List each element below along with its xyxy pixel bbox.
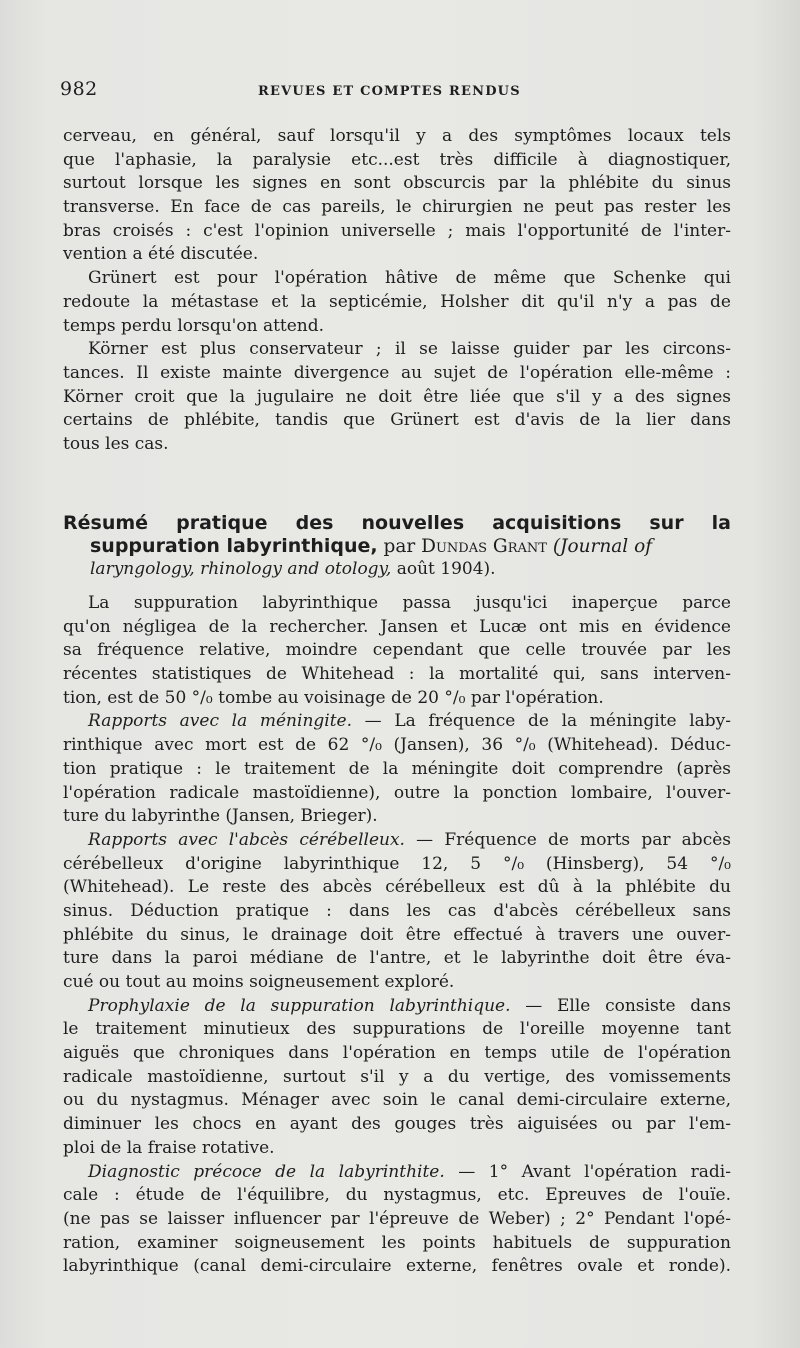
text-line: Körner croit que la jugulaire ne doit être liée que s'il y a des signes bbox=[63, 386, 731, 407]
running-head: REVUES ET COMPTES RENDUS bbox=[258, 84, 521, 99]
text-line: certains de phlébite, tandis que Grünert est d'avis de la lier dans bbox=[63, 410, 731, 431]
text-line: Grünert est pour l'opération hâtive de même que Schenke qui bbox=[88, 268, 731, 289]
article-title-line bbox=[63, 535, 731, 558]
text-line: Körner est plus conservateur ; il se laisse guider par les circons- bbox=[88, 339, 731, 360]
article-date: août 1904). bbox=[396, 559, 496, 579]
article-title-line bbox=[63, 512, 731, 535]
article-title: Résumé pratique des nouvelles acquisitions sur la bbox=[63, 512, 731, 534]
text-line: (ne pas se laisser influencer par l'épreuve de Weber) ; 2° Pendant l'opé- bbox=[63, 1208, 731, 1229]
author-first: Dundas bbox=[421, 536, 488, 557]
text-line: ration, examiner soigneusement les points habituels de suppuration bbox=[63, 1232, 731, 1253]
author-last: Grant bbox=[492, 536, 547, 557]
text-run: — La fréquence de la méningite laby- bbox=[352, 711, 731, 732]
text-line: redoute la métastase et la septicémie, Holsher dit qu'il n'y a pas de bbox=[63, 291, 731, 312]
article-title-line bbox=[63, 558, 731, 581]
text-line: que l'aphasie, la paralysie etc...est très difficile à diagnostiquer, bbox=[63, 149, 731, 170]
text-line: tion, est de 50 °/₀ tombe au voisinage de 20 °/₀ par l'opération. bbox=[63, 687, 604, 708]
text-line: transverse. En face de cas pareils, le chirurgien ne peut pas rester les bbox=[63, 197, 731, 218]
text-line: labyrinthique (canal demi-circulaire externe, fenêtres ovale et ronde). bbox=[63, 1256, 731, 1277]
text-line: La suppuration labyrinthique passa jusqu'ici inaperçue parce bbox=[88, 593, 731, 613]
section-prophylaxie-first-line bbox=[63, 995, 731, 1019]
text-line: rinthique avec mort est de 62 °/₀ (Jansen), 36 °/₀ (Whitehead). Déduc- bbox=[63, 735, 731, 756]
section-heading: Diagnostic précoce de la labyrinthite. bbox=[88, 1161, 445, 1182]
article-by: par bbox=[383, 536, 416, 557]
text-line: radicale mastoïdienne, surtout s'il y a du vertige, des vomissements bbox=[63, 1066, 731, 1087]
text-line: tion pratique : le traitement de la méningite doit comprendre (après bbox=[63, 758, 731, 779]
text-line: ture du labyrinthe (Jansen, Brieger). bbox=[63, 806, 378, 827]
journal-name: laryngology, rhinology and otology, bbox=[90, 559, 392, 579]
section-heading: Prophylaxie de la suppuration labyrinthique. bbox=[88, 995, 511, 1016]
section-heading: Rapports avec l'abcès cérébelleux. bbox=[88, 829, 405, 850]
text-line: aiguës que chroniques dans l'opération en temps utile de l'opération bbox=[63, 1043, 731, 1064]
text-line: ou du nystagmus. Ménager avec soin le canal demi-circulaire externe, bbox=[63, 1090, 731, 1111]
article-heading bbox=[63, 512, 731, 581]
text-line: le traitement minutieux des suppurations de l'oreille moyenne tant bbox=[63, 1019, 731, 1040]
text-line: sa fréquence relative, moindre cependant que celle trouvée par les bbox=[63, 640, 731, 661]
text-line: surtout lorsque les signes en sont obscurcis par la phlébite du sinus bbox=[63, 173, 731, 194]
text-line: phlébite du sinus, le drainage doit être effectué à travers une ouver- bbox=[63, 924, 731, 945]
section-abces-first-line bbox=[63, 829, 731, 853]
text-line: bras croisés : c'est l'opinion universelle ; mais l'opportunité de l'inter- bbox=[63, 220, 731, 241]
text-line: cale : étude de l'équilibre, du nystagmus, etc. Epreuves de l'ouïe. bbox=[63, 1185, 731, 1206]
text-line: récentes statistiques de Whitehead : la mortalité qui, sans interven- bbox=[63, 664, 731, 685]
text-line: cérébelleux d'origine labyrinthique 12, 5 °/₀ (Hinsberg), 54 °/₀ bbox=[63, 853, 731, 874]
text-run: — Elle consiste dans bbox=[510, 995, 731, 1016]
text-line: ploi de la fraise rotative. bbox=[63, 1137, 275, 1158]
text-line: ture dans la paroi médiane de l'antre, et le labyrinthe doit être éva- bbox=[63, 948, 731, 969]
article-body bbox=[63, 592, 731, 1279]
text-line: tances. Il existe mainte divergence au sujet de l'opération elle-même : bbox=[63, 362, 731, 383]
text-line: sinus. Déduction pratique : dans les cas d'abcès cérébelleux sans bbox=[63, 900, 731, 921]
text-line: temps perdu lorsqu'on attend. bbox=[63, 315, 325, 336]
text-line: l'opération radicale mastoïdienne), outre la ponction lombaire, l'ouver- bbox=[63, 782, 731, 803]
text-line: vention a été discutée. bbox=[63, 244, 259, 265]
page-number: 982 bbox=[60, 78, 98, 100]
intro-paragraphs bbox=[63, 125, 731, 457]
text-run: — 1° Avant l'opération radi- bbox=[444, 1161, 731, 1182]
section-meningite-first-line bbox=[63, 710, 731, 734]
journal-name: (Journal of bbox=[552, 536, 653, 557]
text-line: tous les cas. bbox=[63, 433, 169, 454]
text-line: cué ou tout au moins soigneusement exploré. bbox=[63, 972, 455, 992]
text-line: cerveau, en général, sauf lorsqu'il y a des symptômes locaux tels bbox=[63, 126, 731, 146]
article-title: suppuration labyrinthique, bbox=[90, 535, 378, 557]
text-run: — Fréquence de morts par abcès bbox=[404, 829, 731, 850]
section-heading: Rapports avec la méningite. bbox=[88, 711, 353, 732]
text-line: qu'on négligea de la rechercher. Jansen et Lucæ ont mis en évidence bbox=[63, 616, 731, 637]
text-line: diminuer les chocs en ayant des gouges très aiguisées ou par l'em- bbox=[63, 1114, 731, 1135]
section-diagnostic-first-line bbox=[63, 1161, 731, 1185]
text-line: (Whitehead). Le reste des abcès cérébelleux est dû à la phlébite du bbox=[63, 877, 731, 898]
